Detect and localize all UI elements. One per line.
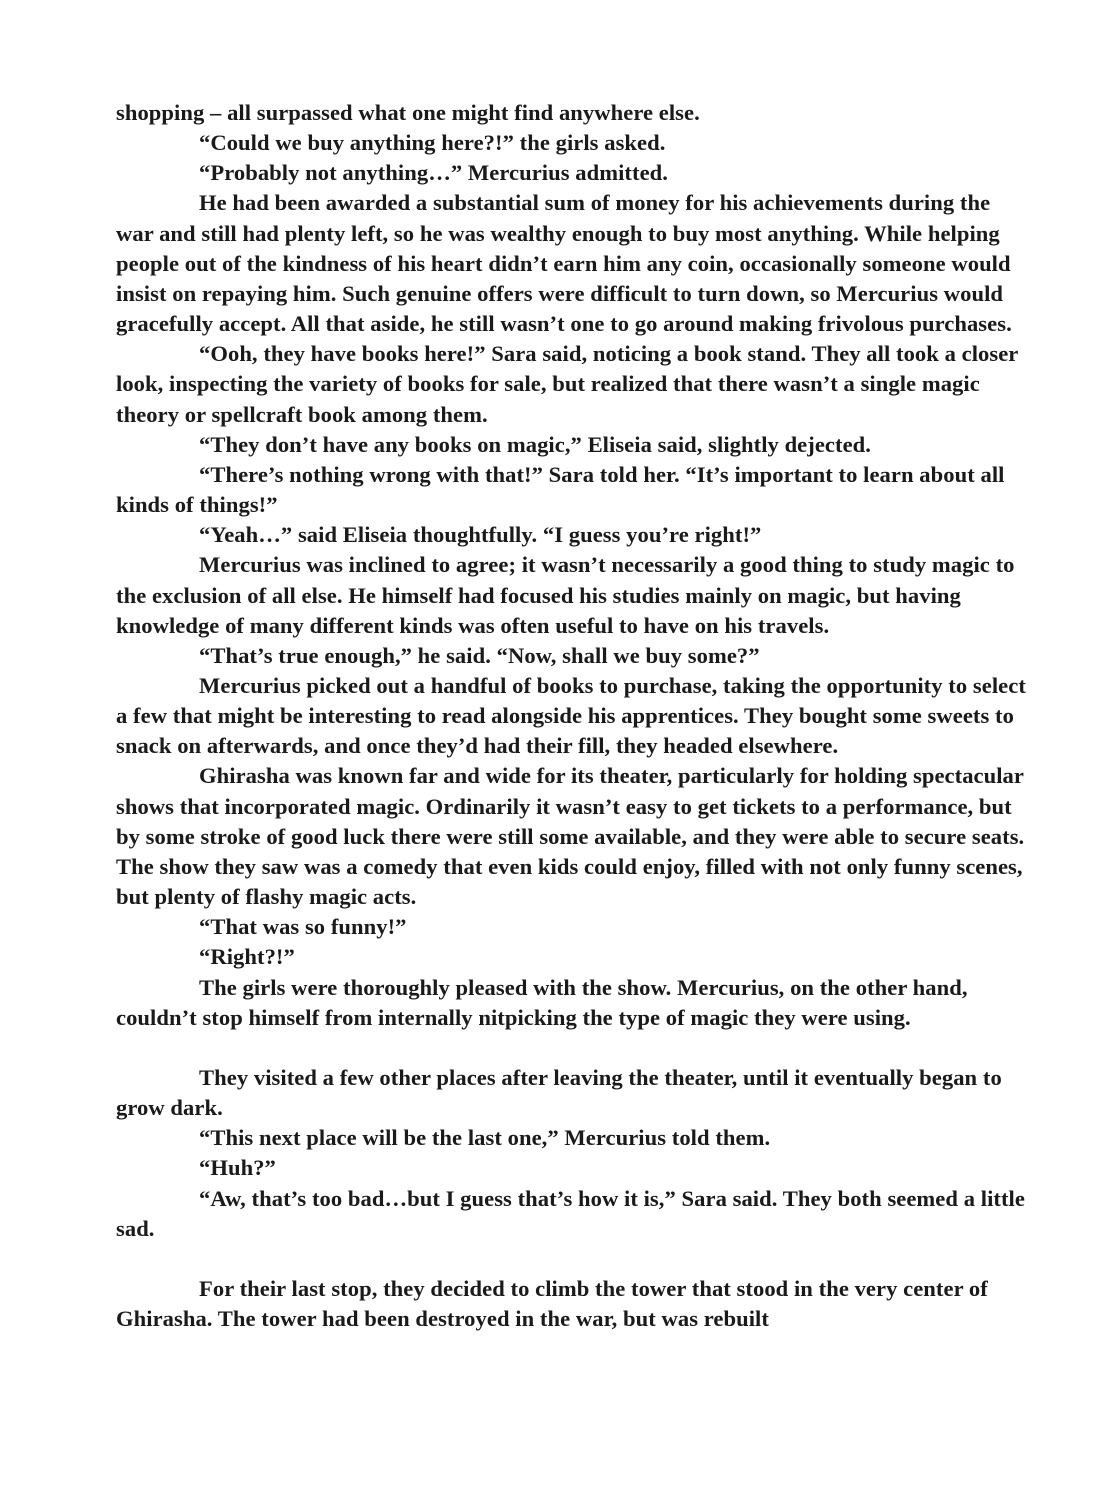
paragraph: Mercurius picked out a handful of books to purchase, taking the opportunity to select a few that might be interesting to read alongside his apprentices. They bought some sweets to snack on afterwards, and once they’d had their fill, they headed elsewhere. [116,672,1026,759]
paragraph: The girls were thoroughly pleased with the show. Mercurius, on the other hand, couldn’t stop himself from internally nitpicking the type of magic they were using. [116,974,968,1030]
paragraph: “Probably not anything…” Mercurius admitted. [199,160,668,186]
paragraph: “Could we buy anything here?!” the girls asked. [199,130,666,156]
paragraph: The show they saw was a comedy that even kids could enjoy, filled with not only funny scenes, but plenty of flashy magic acts. [116,853,1023,910]
paragraph: “They don’t have any books on magic,” Eliseia said, slightly dejected. [199,431,871,457]
paragraph: “That was so funny!” [199,914,407,940]
paragraph: He had been awarded a substantial sum of money for his achievements during the war and still had plenty left, so he was wealthy enough to buy most anything. While helping people out of the kindness of his heart didn’t earn him any coin, occasionally someone would insist on repaying him. Such genuine offers were difficult to turn down, so Mercurius would gracefully accept. All that aside, he still wasn’t one to go around making frivolous purchases. [116,190,1012,337]
blank-line [116,1033,1031,1063]
paragraph: For their last stop, they decided to climb the tower that stood in the very center of Ghirasha. The tower had been destroyed in the war, but was rebuilt [116,1276,988,1332]
page-body-text [116,98,1031,1334]
paragraph: “This next place will be the last one,” Mercurius told them. [199,1125,771,1151]
paragraph: “Yeah…” said Eliseia thoughtfully. “I guess you’re right!” [199,522,762,548]
paragraph: Ghirasha was known far and wide for its theater, particularly for holding spectacular shows that incorporated magic. Ordinarily it wasn’t easy to get tickets to a performance, but by some stroke of good luck there were still some available, and they were able to secure seats. [116,763,1025,849]
paragraph: shopping – all surpassed what one might find anywhere else. [116,100,700,125]
paragraph: “Huh?” [199,1155,276,1181]
paragraph: Mercurius was inclined to agree; it wasn’t necessarily a good thing to study magic to the exclusion of all else. He himself had focused his studies mainly on magic, but having knowledge of many different kinds was often useful to have on his travels. [116,552,1015,638]
paragraph: “Right?!” [199,944,295,970]
paragraph: “Ooh, they have books here!” Sara said, noticing a book stand. They all took a closer look, inspecting the variety of books for sale, but realized that there wasn’t a single magic theory or spellcraft book among them. [116,341,1018,427]
paragraph: “That’s true enough,” he said. “Now, shall we buy some?” [199,642,760,668]
paragraph: “There’s nothing wrong with that!” Sara told her. “It’s important to learn about all kinds of things!” [116,461,1005,518]
paragraph: “Aw, that’s too bad…but I guess that’s how it is,” Sara said. They both seemed a little sad. [116,1185,1025,1241]
blank-line [116,1244,1031,1274]
paragraph: They visited a few other places after leaving the theater, until it eventually began to grow dark. [116,1064,1002,1121]
